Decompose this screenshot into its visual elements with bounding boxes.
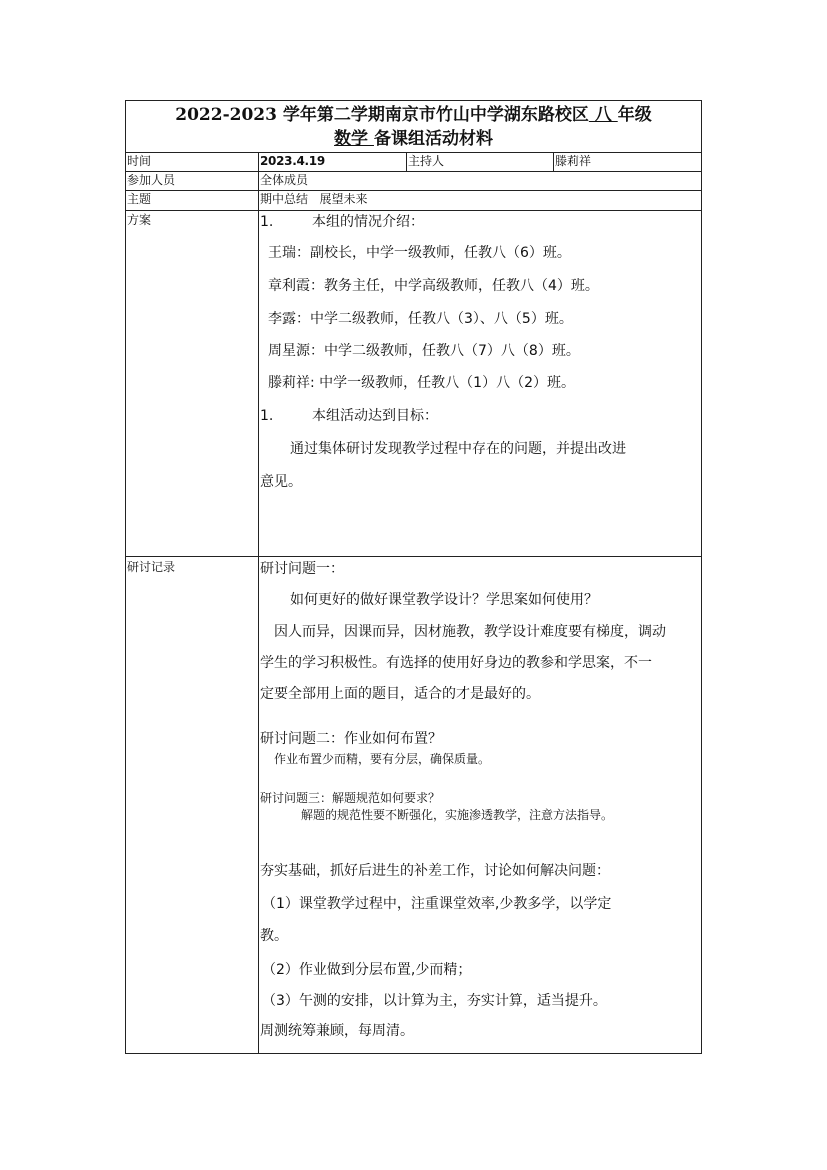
member-line: 李露：中学二级教师，任教八（3）、八（5）班。 bbox=[268, 311, 573, 327]
point-1-line-2: 教。 bbox=[260, 928, 288, 944]
question-1-answer-line: 定要全部用上面的题目，适合的才是最好的。 bbox=[260, 686, 540, 702]
foundation-title: 夯实基础，抓好后进生的补差工作，讨论如何解决问题： bbox=[260, 863, 610, 879]
document-title bbox=[126, 101, 701, 151]
row-divider bbox=[126, 171, 701, 172]
question-1-answer-line: 因人而异，因课而异，因材施教，教学设计难度要有梯度，调动 bbox=[274, 624, 666, 640]
question-3-answer: 解题的规范性要不断强化，实施渗透教学，注意方法指导。 bbox=[301, 808, 614, 822]
title-grade: 八 bbox=[588, 105, 618, 125]
question-3-title: 研讨问题三：解题规范如何要求？ bbox=[260, 791, 441, 805]
column-divider bbox=[406, 152, 407, 171]
title-line-1 bbox=[126, 103, 701, 127]
plan-item-2-number: 1. bbox=[260, 408, 274, 424]
row-divider bbox=[126, 210, 701, 211]
goal-text-line-2: 意见。 bbox=[260, 474, 302, 490]
member-line: 章利霞：教务主任，中学高级教师，任教八（4）班。 bbox=[268, 278, 599, 294]
point-3: （3）午测的安排，以计算为主，夯实计算，适当提升。 bbox=[262, 993, 607, 1009]
topic-label: 主题 bbox=[127, 192, 152, 206]
title-prefix: 2022-2023 学年第二学期南京市竹山中学湖东路校区 bbox=[175, 105, 589, 125]
question-2-answer: 作业布置少而精，要有分层，确保质量。 bbox=[274, 752, 491, 766]
title-suffix: 备课组活动材料 bbox=[373, 129, 493, 149]
title-subject: 数学 bbox=[334, 129, 374, 149]
plan-item-2-title: 本组活动达到目标： bbox=[312, 408, 438, 424]
point-2: （2）作业做到分层布置,少而精； bbox=[262, 962, 472, 978]
question-2-title: 研讨问题二：作业如何布置？ bbox=[260, 731, 442, 747]
record-label: 研讨记录 bbox=[127, 560, 176, 574]
member-line: 王瑞：副校长，中学一级教师，任教八（6）班。 bbox=[268, 245, 571, 261]
host-value: 滕莉祥 bbox=[555, 154, 592, 168]
question-1-title: 研讨问题一： bbox=[260, 561, 344, 577]
participants-label: 参加人员 bbox=[127, 173, 176, 187]
goal-text-line-1: 通过集体研讨发现教学过程中存在的问题，并提出改进 bbox=[290, 441, 626, 457]
time-value: 2023.4.19 bbox=[260, 154, 325, 168]
question-1-question: 如何更好的做好课堂教学设计？学思案如何使用？ bbox=[290, 592, 598, 608]
host-label: 主持人 bbox=[408, 154, 445, 168]
row-divider bbox=[126, 190, 701, 191]
column-divider bbox=[258, 152, 259, 1053]
row-divider bbox=[126, 556, 701, 557]
member-line: 滕莉祥: 中学一级教师，任教八（1）八（2）班。 bbox=[268, 375, 575, 391]
point-4: 周测统筹兼顾，每周清。 bbox=[260, 1023, 414, 1039]
plan-item-1-number: 1. bbox=[260, 214, 274, 230]
column-divider bbox=[553, 152, 554, 171]
point-1-line-1: （1）课堂教学过程中，注重课堂效率,少教多学，以学定 bbox=[262, 896, 612, 912]
plan-item-1-title: 本组的情况介绍： bbox=[312, 214, 424, 230]
title-grade-suffix: 年级 bbox=[617, 105, 652, 125]
member-line: 周星源：中学二级教师，任教八（7）八（8）班。 bbox=[268, 343, 580, 359]
activity-record-table bbox=[125, 100, 702, 1054]
participants-value: 全体成员 bbox=[260, 173, 309, 187]
title-line-2 bbox=[126, 127, 701, 151]
plan-label: 方案 bbox=[127, 213, 152, 227]
topic-value: 期中总结 展望未来 bbox=[260, 192, 368, 206]
time-label: 时间 bbox=[127, 154, 152, 168]
question-1-answer-line: 学生的学习积极性。有选择的使用好身边的教参和学思案，不一 bbox=[260, 655, 652, 671]
